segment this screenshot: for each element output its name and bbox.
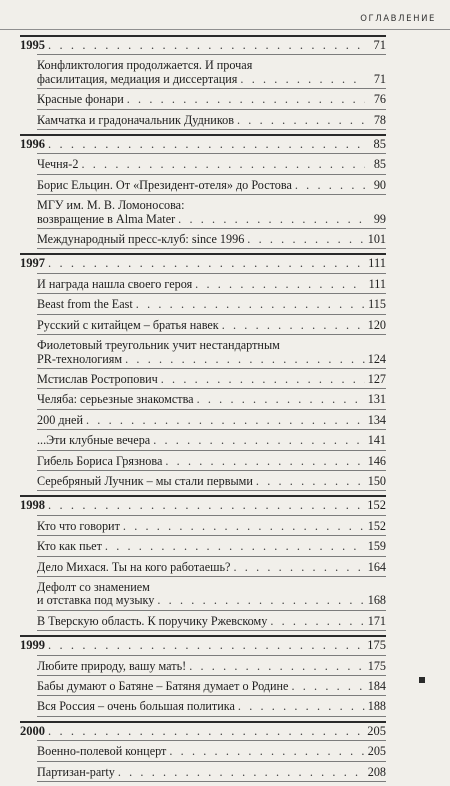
dot-leader [127,93,365,106]
year-label: 1999 [20,638,45,653]
toc-entry[interactable] [20,278,386,291]
entry-title: Кто что говорит [37,518,120,533]
entry-title: Beast from the East [37,297,133,312]
toc-year-row[interactable] [20,138,386,151]
entry-rule [37,450,386,451]
entry-rule [37,388,386,389]
dot-leader [295,179,365,192]
entry-title: Любите природу, вашу мать! [37,658,187,673]
dot-leader [81,158,365,171]
page-number: 99 [373,211,386,226]
dot-leader [48,639,364,652]
section-rule [37,153,386,154]
dot-leader [136,298,365,311]
entry-rule [37,368,386,369]
entry-title: Борис Ельцин. От «Президент-отеля» до Ростова [37,177,292,192]
entry-rule [37,556,386,557]
entry-title: 200 дней [37,412,83,427]
entry-title-line: МГУ им. М. В. Ломоносова: [37,198,185,213]
entry-rule [37,334,386,335]
entry-title: Военно-полевой концерт [37,744,167,759]
toc-year-row[interactable] [20,499,386,512]
page-number: 152 [367,498,386,513]
page-marker [419,677,425,683]
entry-rule [37,630,386,631]
page-number: 111 [368,256,386,271]
entry-title: Вся Россия – очень большая политика [37,699,235,714]
page-number: 208 [367,764,386,779]
dot-leader [153,434,365,447]
entry-rule [37,248,386,249]
page-number: 171 [367,613,386,628]
dot-leader [197,393,365,406]
year-rule [20,495,386,497]
entry-rule [37,109,386,110]
section-rule [37,740,386,741]
toc-entry[interactable] [20,680,386,693]
page-number: 141 [367,433,386,448]
year-rule [20,721,386,723]
toc-entry[interactable] [20,213,386,226]
year-rule [20,134,386,136]
toc-entry[interactable] [20,660,386,673]
entry-title: Бабы думают о Батяне – Батяня думает о Родине [37,679,289,693]
year-label: 1995 [20,38,45,52]
toc-entry[interactable] [20,353,386,366]
year-section [20,721,386,782]
entry-title: Партизан-party [37,764,115,779]
dot-leader [233,561,364,574]
toc-year-row[interactable] [20,725,386,738]
page-number: 78 [373,112,386,127]
dot-leader [270,615,364,628]
page-number: 127 [367,371,386,386]
entry-title: и отставка под музыку [37,593,155,608]
toc-entry[interactable] [20,158,386,171]
entry-title: Русский с китайцем – братья навек [37,317,219,332]
page-number: 120 [367,317,386,332]
section-rule [37,515,386,516]
toc-entry[interactable] [20,179,386,192]
entry-rule [37,429,386,430]
year-label: 1997 [20,256,45,271]
toc-entry[interactable] [20,233,386,246]
entry-rule [37,194,386,195]
year-rule [20,35,386,37]
page-number: 115 [368,297,386,312]
running-head: ОГЛАВЛЕНИЕ [360,14,436,24]
entry-title: ...Эти клубные вечера [37,433,151,448]
toc-entry[interactable] [20,745,386,758]
toc-entry[interactable] [20,414,386,427]
year-section [20,253,386,491]
entry-title: Мстислав Ростропович [37,371,158,386]
dot-leader [247,233,364,246]
entry-title: В Тверскую область. К поручику Ржевскому [37,613,268,628]
dot-leader [169,745,364,758]
entry-rule [37,314,386,315]
dot-leader [237,114,365,127]
entry-rule [37,716,386,717]
page-number: 111 [368,276,386,291]
entry-title: Чечня-2 [37,157,79,172]
page-number: 101 [367,232,386,247]
entry-rule [37,470,386,471]
page-number: 175 [367,638,386,653]
entry-title: Международный пресс-клуб: since 1996 [37,232,245,247]
page-number: 134 [367,412,386,427]
page-number: 85 [373,157,386,172]
entry-title: Кто как пьет [37,539,102,554]
entry-rule [37,781,386,782]
toc-entry[interactable] [20,298,386,311]
year-label: 1998 [20,498,45,513]
entry-title: Камчатка и градоначальник Дудников [37,112,234,127]
dot-leader [48,725,364,738]
page-number: 164 [367,559,386,574]
entry-rule [37,409,386,410]
page-number: 76 [373,92,386,107]
dot-leader [256,475,365,488]
section-rule [37,655,386,656]
toc-entry[interactable] [20,73,386,86]
page-number: 90 [373,177,386,192]
entry-title: возвращение в Alma Mater [37,211,176,226]
toc-entry[interactable] [20,393,386,406]
entry-title-line: Фиолетовый треугольник учит нестандартным [37,338,280,353]
dot-leader [48,257,365,270]
entry-title: Серебряный Лучник – мы стали первыми [37,473,253,488]
entry-title: PR-технологиям [37,351,123,366]
toc-entry[interactable] [20,615,386,628]
page-number: 152 [367,518,386,533]
toc-year-row[interactable] [20,257,386,270]
dot-leader [86,414,365,427]
toc-entry[interactable] [20,93,386,106]
entry-rule [37,675,386,676]
dot-leader [195,278,365,291]
year-section [20,134,386,249]
toc-entry[interactable] [20,455,386,468]
page-number: 205 [367,744,386,759]
entry-title: Красные фонари [37,92,124,107]
page-number: 71 [373,71,386,86]
entry-title-line: Дефолт со знамением [37,579,150,594]
dot-leader [189,660,365,673]
page-number: 131 [367,392,386,407]
entry-title: фасилитация, медиация и диссертация [37,71,238,86]
section-rule [37,273,386,274]
entry-rule [37,761,386,762]
page-number: 146 [367,453,386,468]
toc-entry[interactable] [20,319,386,332]
page-number: 85 [373,137,386,152]
toc-entry[interactable] [20,114,386,127]
toc-entry[interactable] [20,766,386,779]
dot-leader [178,213,365,226]
entry-rule [37,610,386,611]
toc-entry[interactable] [20,520,386,533]
entry-rule [37,88,386,89]
page-number: 175 [367,658,386,673]
dot-leader [105,540,365,553]
year-section [20,35,386,130]
dot-leader [291,680,364,693]
dot-leader [238,700,365,713]
toc-entry[interactable] [20,700,386,713]
entry-title-line: Конфликтология продолжается. И прочая [37,58,253,73]
entry-rule [37,228,386,229]
page-number: 71 [373,38,386,52]
year-label: 1996 [20,137,45,152]
dot-leader [48,499,364,512]
year-section [20,495,386,631]
dot-leader [48,138,365,151]
dot-leader [222,319,365,332]
entry-title: И награда нашла своего героя [37,276,193,291]
entry-rule [37,576,386,577]
page-number: 205 [367,723,386,738]
page-number: 124 [367,351,386,366]
toc-entry[interactable] [20,373,386,386]
entry-rule [37,174,386,175]
dot-leader [165,455,364,468]
year-rule [20,635,386,637]
toc-entry[interactable] [20,561,386,574]
dot-leader [157,594,364,607]
entry-rule [37,490,386,491]
dot-leader [240,73,365,86]
entry-rule [37,129,386,130]
entry-title: Челяба: серьезные знакомства [37,392,194,407]
page-number: 188 [367,699,386,714]
toc-year-row[interactable] [20,39,386,52]
header-rule [0,29,450,30]
page-number: 159 [367,539,386,554]
entry-rule [37,535,386,536]
year-label: 2000 [20,723,45,738]
toc-entry[interactable] [20,594,386,607]
entry-title: Гибель Бориса Грязнова [37,453,163,468]
entry-rule [37,293,386,294]
dot-leader [48,39,365,52]
section-rule [37,54,386,55]
entry-rule [37,695,386,696]
page-number: 150 [367,473,386,488]
dot-leader [123,520,365,533]
page-number: 184 [367,679,386,693]
table-of-contents [20,35,386,786]
entry-title: Дело Михася. Ты на кого работаешь? [37,559,231,574]
dot-leader [118,766,365,779]
toc-entry[interactable] [20,434,386,447]
page-number: 168 [367,593,386,608]
toc-entry[interactable] [20,475,386,488]
toc-entry[interactable] [20,540,386,553]
toc-year-row[interactable] [20,639,386,652]
dot-leader [161,373,365,386]
year-rule [20,253,386,255]
dot-leader [125,353,365,366]
